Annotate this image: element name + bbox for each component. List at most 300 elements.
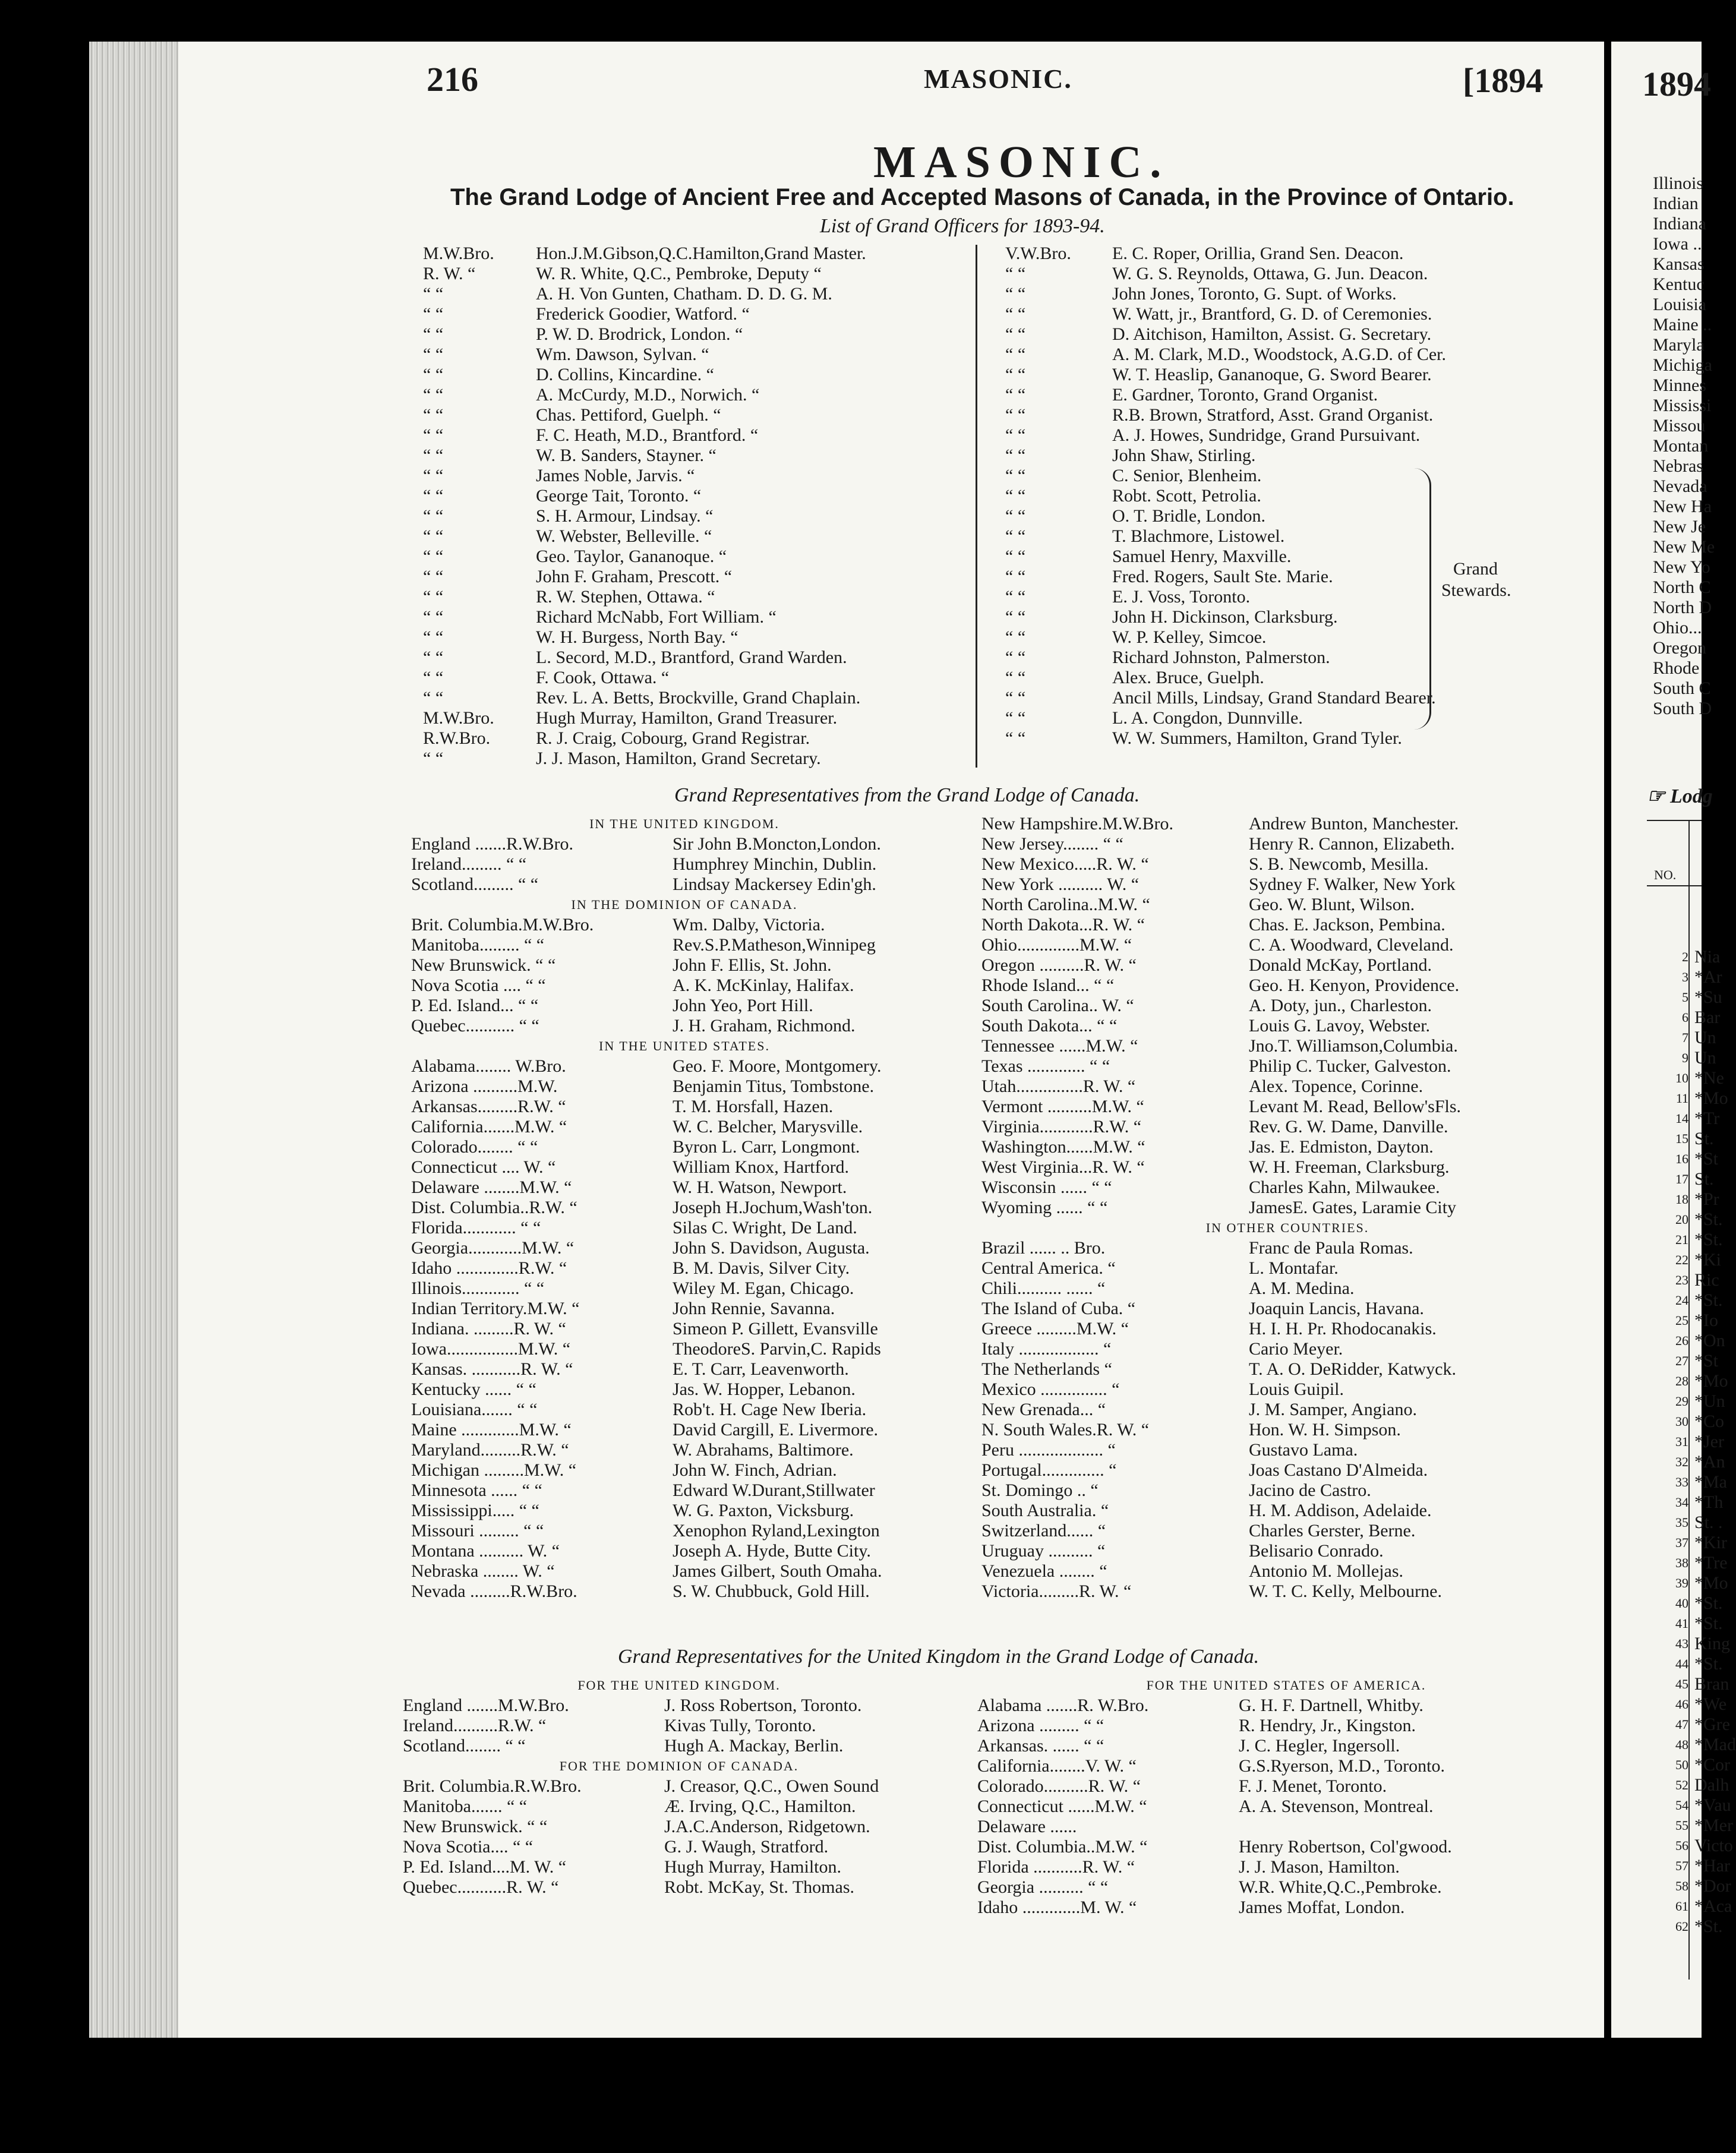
lodge-row [1647,1412,1736,1432]
representative-row [981,1238,1593,1258]
representative-row-label: Idaho .............M. W. “ [977,1898,1137,1917]
officer-row-value: John Shaw, Stirling. [1112,446,1256,465]
representative-row-value: Sydney F. Walker, New York [1249,875,1456,894]
representative-row-label: Victoria.........R. W. “ [981,1581,1132,1601]
lodge-row [1647,1028,1736,1048]
representative-row-value: W. C. Belcher, Marysville. [673,1117,863,1137]
lodge-name: Bar [1694,1008,1721,1027]
state-item: Nevada [1653,476,1707,496]
officer-row-value: E. C. Roper, Orillia, Grand Sen. Deacon. [1112,244,1404,263]
officer-row-value: James Noble, Jarvis. “ [536,466,695,485]
officer-row-value: Richard McNabb, Fort William. “ [536,607,777,627]
officer-row [1005,607,1599,627]
representative-row [403,1776,955,1797]
representative-row [411,1177,958,1198]
lodge-row [1647,1250,1736,1270]
lodge-number: 61 [1675,1899,1688,1914]
representative-row-label: Nebraska ........ W. “ [411,1561,555,1581]
lodge-number: 20 [1675,1212,1688,1227]
representative-row-value: Joas Castano D'Almeida. [1249,1460,1428,1480]
reps-from-right-column [981,814,1593,1602]
representative-row-label: Ireland......... “ “ [411,854,527,874]
officers-heading: List of Grand Officers for 1893-94. [820,215,1105,237]
officer-row-value: A. M. Clark, M.D., Woodstock, A.G.D. of Cer. [1112,345,1447,364]
representative-row [977,1877,1595,1898]
officer-row-label: “ “ [1005,708,1026,728]
officer-row-label: “ “ [1005,567,1026,586]
header-year: [1894 [1463,61,1544,100]
lodge-number: 57 [1675,1858,1688,1873]
representative-row-value: Hugh A. Mackay, Berlin. [664,1736,844,1756]
representative-row-value: Robt. McKay, St. Thomas. [664,1877,854,1897]
representative-row-label: Minnesota ...... “ “ [411,1480,542,1500]
representative-row-label: South Carolina.. W. “ [981,996,1134,1015]
lodge-number: 22 [1675,1252,1688,1267]
officer-row-label: “ “ [1005,304,1026,324]
representative-row-label: Mexico ............... “ [981,1379,1120,1399]
lodge-name: Victo [1694,1836,1733,1855]
representative-row-value: Humphrey Minchin, Dublin. [673,854,877,874]
officer-row-label: “ “ [1005,627,1026,647]
officer-row-value: W. B. Sanders, Stayner. “ [536,446,717,465]
lodge-number: 37 [1675,1535,1688,1550]
lodge-row [1647,1371,1736,1391]
officer-row-label: “ “ [423,668,444,687]
lodge-number: 10 [1675,1071,1688,1085]
officer-row-label: M.W.Bro. [423,708,494,728]
representative-row-label: P. Ed. Island... “ “ [411,996,539,1015]
lodge-name: *Mer [1694,1816,1733,1835]
representative-row [981,1521,1593,1541]
representative-row-label: Tennessee ......M.W. “ [981,1036,1138,1056]
representative-row-label: New Hampshire.M.W.Bro. [981,814,1174,834]
representative-row-label: New Grenada... “ [981,1400,1106,1419]
representative-row [977,1797,1595,1817]
representative-row-label: Brit. Columbia.M.W.Bro. [411,915,594,935]
representative-row-value: Lindsay Mackersey Edin'gh. [673,875,876,894]
representative-row-label: New York .......... W. “ [981,875,1140,894]
representative-row-label: Indiana. .........R. W. “ [411,1319,566,1338]
lodge-name: *Aca [1694,1896,1732,1916]
officer-row-value: O. T. Bridle, London. [1112,506,1266,526]
representative-row-label: Texas ............. “ “ [981,1056,1110,1076]
representative-row [411,1258,958,1278]
state-list [1653,173,1715,719]
representative-row [411,1056,958,1076]
representative-row-label: The Netherlands “ [981,1359,1112,1379]
lodge-number: 48 [1675,1737,1688,1752]
lodge-name: St. [1694,1169,1714,1189]
lodge-row [1647,1331,1736,1351]
reps-from-heading: Grand Representatives from the Grand Lodge of Canada. [674,784,1140,806]
representative-row-label: Central America. “ [981,1258,1116,1278]
officer-row-label: “ “ [1005,648,1026,667]
representative-row-value: John Yeo, Port Hill. [673,996,813,1015]
representative-row-value: C. A. Woodward, Cleveland. [1249,935,1454,955]
lodge-number: 9 [1682,1050,1688,1065]
representative-row [411,1480,958,1501]
lodge-number: 34 [1675,1495,1688,1510]
lodge-row [1647,1614,1736,1634]
lodge-name: Un [1694,1048,1716,1068]
representative-row [981,1379,1593,1400]
representative-row-value: Franc de Paula Romas. [1249,1238,1413,1258]
representative-row-label: Virginia............R.W. “ [981,1117,1142,1137]
state-item: South D [1653,699,1712,718]
lodge-number: 25 [1675,1313,1688,1328]
officer-row-value: R.B. Brown, Stratford, Asst. Grand Organist. [1112,405,1434,425]
representative-row-value: Wm. Dalby, Victoria. [673,915,825,935]
representative-row [981,854,1593,875]
officer-row-value: D. Aitchison, Hamilton, Assist. G. Secretary. [1112,324,1432,344]
officer-row-value: Robt. Scott, Petrolia. [1112,486,1261,506]
officer-row-value: E. J. Voss, Toronto. [1112,587,1251,607]
section-heading: FOR THE UNITED KINGDOM. [577,1678,781,1693]
representative-row-label: Quebec...........R. W. “ [403,1877,559,1897]
lodge-name: *Mo [1694,1573,1728,1593]
representative-row-value: Levant M. Read, Bellow'sFls. [1249,1097,1462,1116]
officer-row-label: “ “ [423,526,444,546]
representative-row [977,1736,1595,1756]
officer-row-label: “ “ [1005,284,1026,304]
lodge-number: 3 [1682,970,1688,984]
representative-row-label: Manitoba....... “ “ [403,1797,528,1816]
officer-row-label: “ “ [423,324,444,344]
lodge-name: *Un [1694,1391,1725,1411]
representative-row-value: Jacino de Castro. [1249,1480,1371,1500]
representative-row-value: J. J. Mason, Hamilton. [1239,1857,1400,1877]
officer-row-label: “ “ [1005,668,1026,687]
officer-row-value: John H. Dickinson, Clarksburg. [1112,607,1338,627]
lodge-number: 11 [1675,1091,1688,1106]
officer-row [1005,264,1599,284]
stewards-label [1441,558,1511,601]
lodge-name: Un [1694,1028,1716,1047]
representative-row-value: Philip C. Tucker, Galveston. [1249,1056,1451,1076]
lodge-row [1647,1210,1736,1230]
officer-row [1005,688,1599,708]
representative-row-value: JamesE. Gates, Laramie City [1249,1198,1457,1217]
lodge-number: 14 [1675,1111,1688,1126]
representative-row-value: S. W. Chubbuck, Gold Hill. [673,1581,870,1601]
lodge-row [1647,1795,1736,1816]
officer-row-value: W. Webster, Belleville. “ [536,526,712,546]
lodge-row [1647,1230,1736,1250]
lodge-number: 44 [1675,1656,1688,1671]
officer-row-value: Frederick Goodier, Watford. “ [536,304,750,324]
lodge-row [1647,1169,1736,1189]
state-item: Maryla [1653,335,1705,355]
lodge-name: St. [1694,1129,1714,1148]
officer-row [1005,668,1599,688]
officer-row-value: W. Watt, jr., Brantford, G. D. of Ceremonies. [1112,304,1432,324]
lodge-number: 50 [1675,1757,1688,1772]
lodge-number: 55 [1675,1818,1688,1833]
representative-row-label: New Mexico.....R. W. “ [981,854,1149,874]
representative-row [977,1716,1595,1736]
representative-row-label: Peru ................... “ [981,1440,1116,1460]
representative-row-value: Jas. E. Edmiston, Dayton. [1249,1137,1434,1157]
officer-row-label: “ “ [1005,405,1026,425]
officer-row-label: R. W. “ [423,264,476,283]
officer-row-label: “ “ [1005,547,1026,566]
representative-row [403,1797,955,1817]
representative-row-label: Maine .............M.W. “ [411,1420,572,1439]
representative-row-value: J.A.C.Anderson, Ridgetown. [664,1817,870,1836]
representative-row [411,1359,958,1379]
lodge-row [1647,1109,1736,1129]
section-heading: FOR THE DOMINION OF CANADA. [559,1759,799,1773]
lodge-row [1647,1856,1736,1876]
state-item: Maine .. [1653,315,1712,334]
lodge-name: *Ne [1694,1068,1724,1088]
representative-row-value: Wiley M. Egan, Chicago. [673,1278,854,1298]
lodge-row [1647,1715,1736,1735]
representative-row-label: Oregon ..........R. W. “ [981,955,1137,975]
representative-row-value: A. A. Stevenson, Montreal. [1239,1797,1434,1816]
state-item: Indian [1653,194,1699,213]
representative-row-label: N. South Wales.R. W. “ [981,1420,1150,1439]
officer-row-value: Fred. Rogers, Sault Ste. Marie. [1112,567,1333,586]
column-rule [976,245,977,768]
lodge-name: *St. [1694,1917,1723,1936]
lodge-number: 47 [1675,1717,1688,1732]
representative-row [411,935,958,955]
representative-row [411,1238,958,1258]
representative-row [403,1736,955,1756]
representative-row-value: T. A. O. DeRidder, Katwyck. [1249,1359,1456,1379]
representative-row-value: Hugh Murray, Hamilton. [664,1857,842,1877]
representative-row-label: Uruguay .......... “ [981,1541,1106,1561]
lodge-number: 31 [1675,1434,1688,1449]
representative-row-value: Sir John B.Moncton,London. [673,834,881,854]
state-item: Rhode [1653,658,1700,678]
lodge-row [1647,1472,1736,1492]
representative-row [981,814,1593,834]
representative-row [411,1097,958,1117]
officer-row-value: Chas. Pettiford, Guelph. “ [536,405,721,425]
representative-row-value: J. Creasor, Q.C., Owen Sound [664,1776,879,1796]
lodge-row [1647,1896,1736,1917]
representative-row-label: Wyoming ...... “ “ [981,1198,1108,1217]
representative-row-label: Dist. Columbia..R.W. “ [411,1198,577,1217]
officer-row-value: L. A. Congdon, Dunnville. [1112,708,1303,728]
lodge-row [1647,1452,1736,1472]
representative-row [411,1501,958,1521]
lodge-row [1647,1088,1736,1109]
lodge-row [1647,1008,1736,1028]
representative-row-label: Florida............ “ “ [411,1218,541,1237]
lodge-number: 43 [1675,1636,1688,1651]
representative-row-label: Chili.......... ...... “ [981,1278,1106,1298]
representative-row-value: Belisario Conrado. [1249,1541,1384,1561]
representative-row-value: TheodoreS. Parvin,C. Rapids [673,1339,881,1359]
representative-row [411,1581,958,1602]
officer-row-label: “ “ [423,446,444,465]
representative-row [981,996,1593,1016]
representative-row-value: J. Ross Robertson, Toronto. [664,1696,862,1715]
representative-row-value: James Moffat, London. [1239,1898,1405,1917]
officer-row-label: “ “ [1005,466,1026,485]
officer-row-value: Hugh Murray, Hamilton, Grand Treasurer. [536,708,838,728]
lodge-row [1647,1917,1736,1937]
lodge-row [1647,1432,1736,1452]
representative-row-label: Montana .......... W. “ [411,1541,560,1561]
officer-row-value: E. Gardner, Toronto, Grand Organist. [1112,385,1378,405]
lodge-row [1647,1816,1736,1836]
representative-row [977,1817,1595,1837]
state-item: Nebras [1653,456,1703,476]
representative-row-label: England .......M.W.Bro. [403,1696,569,1715]
representative-row [411,1521,958,1541]
representative-row-label: Louisiana....... “ “ [411,1400,538,1419]
officer-row-value: D. Collins, Kincardine. “ [536,365,714,384]
lodge-name: *Gre [1694,1715,1730,1734]
representative-row-value: Donald McKay, Portland. [1249,955,1432,975]
lodge-number: 16 [1675,1151,1688,1166]
officer-row-value: Samuel Henry, Maxville. [1112,547,1292,566]
lodge-row [1647,1755,1736,1775]
lodge-number: 41 [1675,1616,1688,1631]
representative-row [981,1359,1593,1379]
representative-row [411,1561,958,1581]
reps-for-left-column [403,1675,955,1898]
lodge-name: *Jer [1694,1432,1724,1451]
representative-row [981,1400,1593,1420]
officer-row [1005,708,1599,728]
representative-row-value: Henry R. Cannon, Elizabeth. [1249,834,1455,854]
representative-row [411,996,958,1016]
representative-row [411,1339,958,1359]
representative-row-value: Rev.S.P.Matheson,Winnipeg [673,935,876,955]
representative-row-value: Geo. W. Blunt, Wilson. [1249,895,1415,914]
lodge-number: 32 [1675,1454,1688,1469]
representative-row [411,1137,958,1157]
representative-row-label: New Brunswick. “ “ [403,1817,548,1836]
representative-row-label: Quebec........... “ “ [411,1016,539,1036]
lodge-row [1647,967,1736,987]
lodge-name: *Su [1694,987,1722,1007]
representative-row [411,1016,958,1036]
representative-row-label: Arkansas.........R.W. “ [411,1097,566,1116]
officer-row-label: “ “ [423,385,444,405]
state-item: Kentuc [1653,274,1705,294]
representative-row-label: Venezuela ........ “ [981,1561,1107,1581]
representative-row [981,895,1593,915]
section-heading: IN THE DOMINION OF CANADA. [571,897,798,912]
table-rule-bottom [1647,885,1702,886]
representative-row-value: Chas. E. Jackson, Pembina. [1249,915,1445,935]
representative-row-label: St. Domingo .. “ [981,1480,1099,1500]
representative-row [411,1440,958,1460]
representative-row-value: E. T. Carr, Leavenworth. [673,1359,849,1379]
representative-row-value: Byron L. Carr, Longmont. [673,1137,860,1157]
representative-row-value: Rev. G. W. Dame, Danville. [1249,1117,1448,1137]
officer-row-value: T. Blachmore, Listowel. [1112,526,1285,546]
lodge-name: King [1694,1634,1730,1653]
officer-row-label: “ “ [1005,385,1026,405]
representative-row [411,1117,958,1137]
officer-row-value: W. H. Burgess, North Bay. “ [536,627,738,647]
representative-row [411,1218,958,1238]
state-item: Michiga [1653,355,1712,375]
representative-row-label: North Carolina..M.W. “ [981,895,1150,914]
state-item: New Yo [1653,557,1710,577]
representative-row-label: Portugal.............. “ [981,1460,1117,1480]
next-page-year: 1894 [1642,65,1711,103]
representative-row [981,1581,1593,1602]
lodge-name: *Io [1694,1311,1718,1330]
representative-row-value: B. M. Davis, Silver City. [673,1258,850,1278]
representative-row-value: Geo. H. Kenyon, Providence. [1249,976,1460,995]
officer-row-label: “ “ [423,486,444,506]
representative-row [403,1696,955,1716]
representative-row-value: John Rennie, Savanna. [673,1299,835,1318]
lodge-row [1647,1492,1736,1513]
lodge-name: *Tr [1694,1109,1720,1128]
lodge-name: *Kir [1694,1533,1727,1552]
officer-row-label: “ “ [1005,425,1026,445]
representative-row-value: G.S.Ryerson, M.D., Toronto. [1239,1756,1445,1776]
state-item: Kansas [1653,254,1705,274]
officer-row-value: F. C. Heath, M.D., Brantford. “ [536,425,759,445]
state-item: Oregon [1653,638,1706,658]
state-item: Montan [1653,436,1709,456]
lodge-row [1647,1290,1736,1311]
representative-row [977,1776,1595,1797]
representative-row-value: Jas. W. Hopper, Lebanon. [673,1379,856,1399]
officer-row-label: R.W.Bro. [423,728,491,748]
lodge-number: 62 [1675,1919,1688,1934]
page-number: 216 [427,60,478,99]
officer-row-label: “ “ [423,648,444,667]
state-item: Minnes [1653,375,1706,395]
lodge-row [1647,1735,1736,1755]
representative-row [411,1379,958,1400]
representative-row-value: Louis Guipil. [1249,1379,1344,1399]
section-heading: IN THE UNITED KINGDOM. [589,816,779,831]
representative-row-value: Andrew Bunton, Manchester. [1249,814,1459,834]
representative-row-label: Illinois............. “ “ [411,1278,545,1298]
representative-row-value: Louis G. Lavoy, Webster. [1249,1016,1431,1036]
representative-row-label: California........V. W. “ [977,1756,1137,1776]
representative-row [981,1016,1593,1036]
officer-row [1005,324,1599,345]
representative-row-value: James Gilbert, South Omaha. [673,1561,882,1581]
state-item: North C [1653,577,1711,597]
officer-row-value: George Tait, Toronto. “ [536,486,702,506]
representative-row [981,875,1593,895]
lodge-number: 15 [1675,1131,1688,1146]
lodge-number: 17 [1675,1172,1688,1186]
representative-row-value: W.R. White,Q.C.,Pembroke. [1239,1877,1442,1897]
lodge-number: 29 [1675,1394,1688,1409]
officer-row-value: J. J. Mason, Hamilton, Grand Secretary. [536,749,821,768]
officer-row-label: “ “ [423,567,444,586]
representative-row-value: Hon. W. H. Simpson. [1249,1420,1401,1439]
lodge-name: *An [1694,1452,1725,1472]
page-216 [178,42,1604,2038]
representative-row-value: Jno.T. Williamson,Columbia. [1249,1036,1458,1056]
representative-row [981,935,1593,955]
officer-row [1005,486,1599,506]
officer-row [1005,648,1599,668]
representative-row-label: Nova Scotia .... “ “ [411,976,546,995]
representative-row-label: Delaware ........M.W. “ [411,1177,572,1197]
representative-row [411,1319,958,1339]
lodge-row [1647,1129,1736,1149]
lodge-name: *Mo [1694,1371,1728,1391]
